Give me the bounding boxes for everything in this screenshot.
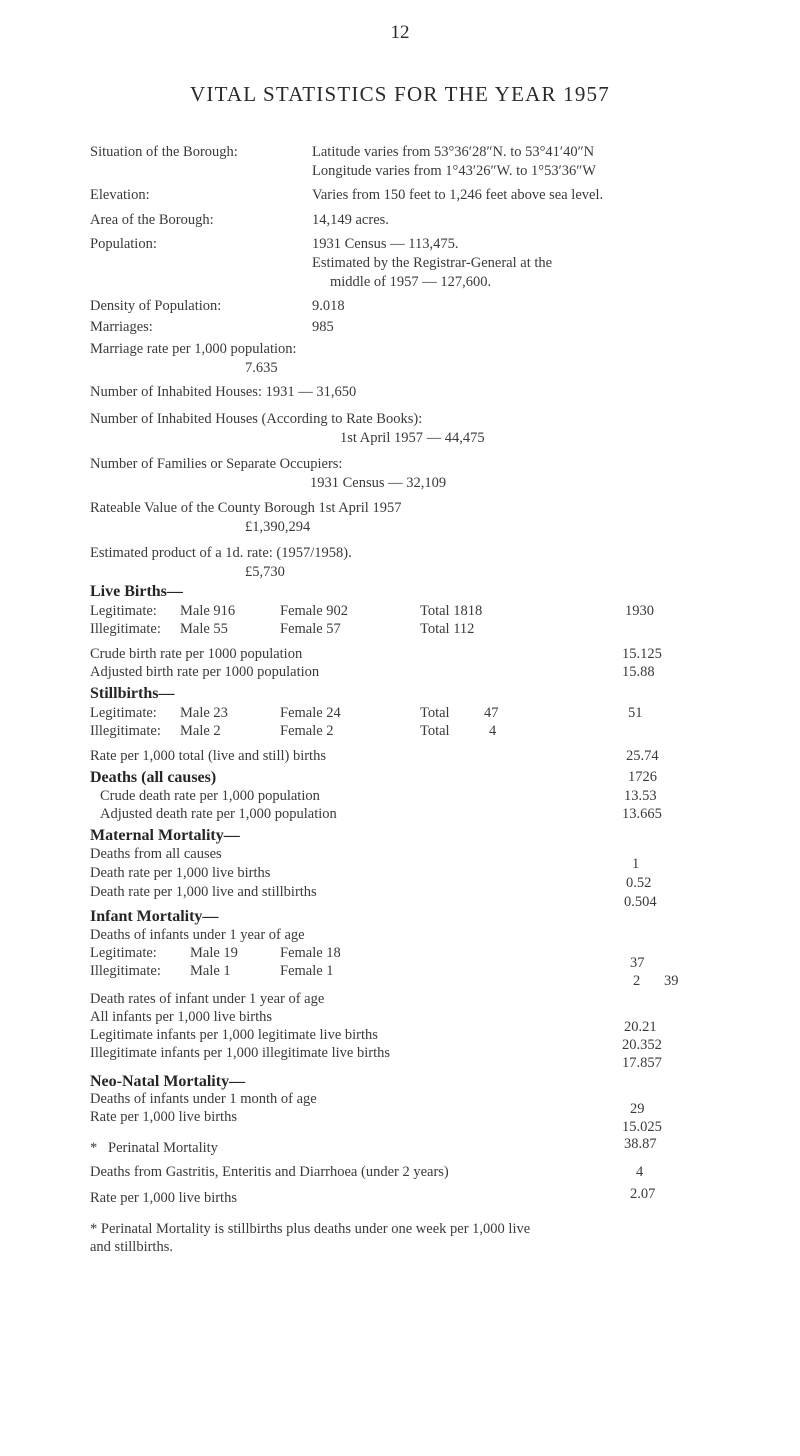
live-births-legitimate-label: Legitimate:: [90, 603, 157, 619]
maternal-mortality-heading: Maternal Mortality—: [90, 827, 240, 844]
inhabited-houses-1931: Number of Inhabited Houses: 1931 — 31,650: [90, 384, 357, 400]
page-title: VITAL STATISTICS FOR THE YEAR 1957: [190, 82, 610, 106]
rateable-value-line1: Rateable Value of the County Borough 1st April 1957: [90, 500, 402, 516]
stillbirths-legitimate-label: Legitimate:: [90, 705, 157, 721]
stillbirths-value: 51: [628, 705, 643, 721]
penny-rate-line2: £5,730: [245, 564, 285, 580]
gastritis-rate-label: Rate per 1,000 live births: [90, 1190, 237, 1206]
marriage-rate-value: 7.635: [245, 360, 278, 376]
perinatal-mortality-label: Perinatal Mortality: [108, 1140, 218, 1156]
neonatal-mortality-heading: Neo-Natal Mortality—: [90, 1073, 246, 1090]
live-births-legitimate-male: Male 916: [180, 603, 236, 619]
infant-illegitimate-rate-value: 17.857: [622, 1055, 662, 1071]
live-births-legitimate-female: Female 902: [280, 603, 349, 619]
neonatal-rate-label: Rate per 1,000 live births: [90, 1109, 237, 1125]
stillbirths-legitimate-total: 47: [484, 705, 499, 721]
inhabited-houses-rate-books-line2: 1st April 1957 — 44,475: [340, 430, 485, 446]
crude-birth-rate-value: 15.125: [622, 646, 662, 662]
density-value: 9.018: [312, 298, 345, 314]
infant-illegitimate-label: Illegitimate:: [90, 963, 161, 979]
live-births-illegitimate-male: Male 55: [180, 621, 228, 637]
population-estimate-line2: middle of 1957 — 127,600.: [330, 274, 492, 290]
page-number: 12: [390, 22, 410, 43]
infant-deaths-total: 39: [664, 973, 679, 989]
adjusted-death-rate-label: Adjusted death rate per 1,000 population: [100, 806, 337, 822]
elevation-label: Elevation:: [90, 187, 150, 203]
maternal-rate-still-value: 0.504: [624, 894, 657, 910]
maternal-rate-still-label: Death rate per 1,000 live and stillbirths: [90, 884, 317, 900]
live-births-heading: Live Births—: [90, 583, 183, 600]
adjusted-birth-rate-label: Adjusted birth rate per 1000 population: [90, 664, 320, 680]
live-births-legitimate-total: Total 1818: [420, 603, 483, 619]
rateable-value-line2: £1,390,294: [245, 519, 311, 535]
infant-legitimate-rate-label: Legitimate infants per 1,000 legitimate live births: [90, 1027, 378, 1043]
perinatal-asterisk: *: [90, 1140, 98, 1156]
live-births-value: 1930: [625, 603, 654, 619]
adjusted-death-rate-value: 13.665: [622, 806, 662, 822]
inhabited-houses-rate-books-line1: Number of Inhabited Houses (According to Rate Books):: [90, 411, 423, 427]
maternal-rate-live-label: Death rate per 1,000 live births: [90, 865, 271, 881]
families-line1: Number of Families or Separate Occupiers:: [90, 456, 343, 472]
density-label: Density of Population:: [90, 298, 222, 314]
infant-illegitimate-value: 2: [633, 973, 641, 989]
deaths-total-value: 1726: [628, 769, 657, 785]
live-births-illegitimate-label: Illegitimate:: [90, 621, 161, 637]
live-births-illegitimate-total: Total 112: [420, 621, 475, 637]
infant-legitimate-value: 37: [630, 955, 645, 971]
longitude-text: Longitude varies from 1°43′26″W. to 1°53′36″W: [312, 163, 596, 179]
infant-rates-label: Death rates of infant under 1 year of age: [90, 991, 325, 1007]
population-label: Population:: [90, 236, 157, 252]
stillbirths-heading: Stillbirths—: [90, 685, 175, 702]
stillbirths-illegitimate-male: Male 2: [180, 723, 221, 739]
marriage-rate-label: Marriage rate per 1,000 population:: [90, 341, 297, 357]
infant-legitimate-rate-value: 20.352: [622, 1037, 662, 1053]
maternal-deaths-value: 1: [632, 856, 640, 872]
neonatal-rate-value: 15.025: [622, 1119, 662, 1135]
stillbirths-legitimate-total-label: Total: [420, 705, 450, 721]
adjusted-birth-rate-value: 15.88: [622, 664, 655, 680]
maternal-deaths-label: Deaths from all causes: [90, 846, 222, 862]
population-census: 1931 Census — 113,475.: [312, 236, 459, 252]
perinatal-mortality-value: 38.87: [624, 1136, 657, 1152]
elevation-value: Varies from 150 feet to 1,246 feet above sea level.: [312, 187, 604, 203]
crude-birth-rate-label: Crude birth rate per 1000 population: [90, 646, 303, 662]
stillbirths-legitimate-female: Female 24: [280, 705, 341, 721]
gastritis-deaths-value: 4: [636, 1164, 644, 1180]
live-births-illegitimate-female: Female 57: [280, 621, 341, 637]
infant-all-rate-label: All infants per 1,000 live births: [90, 1009, 273, 1025]
infant-legitimate-male: Male 19: [190, 945, 238, 961]
stillbirths-illegitimate-total-label: Total: [420, 723, 450, 739]
infant-mortality-heading: Infant Mortality—: [90, 908, 219, 925]
footnote-line1: * Perinatal Mortality is stillbirths plus deaths under one week per 1,000 live: [90, 1221, 531, 1237]
gastritis-deaths-label: Deaths from Gastritis, Enteritis and Diarrhoea (under 2 years): [90, 1164, 449, 1180]
crude-death-rate-label: Crude death rate per 1,000 population: [100, 788, 320, 804]
infant-all-rate-value: 20.21: [624, 1019, 657, 1035]
crude-death-rate-value: 13.53: [624, 788, 657, 804]
neonatal-deaths-label: Deaths of infants under 1 month of age: [90, 1091, 317, 1107]
penny-rate-line1: Estimated product of a 1d. rate: (1957/1958).: [90, 545, 352, 561]
stillbirths-illegitimate-total: 4: [489, 723, 497, 739]
infant-deaths-label: Deaths of infants under 1 year of age: [90, 927, 305, 943]
infant-legitimate-female: Female 18: [280, 945, 341, 961]
stillbirths-illegitimate-label: Illegitimate:: [90, 723, 161, 739]
neonatal-deaths-value: 29: [630, 1101, 645, 1117]
gastritis-rate-value: 2.07: [630, 1186, 656, 1202]
population-estimate-line1: Estimated by the Registrar-General at the: [312, 255, 553, 271]
deaths-heading: Deaths (all causes): [90, 769, 217, 786]
stillbirth-rate-label: Rate per 1,000 total (live and still) births: [90, 748, 326, 764]
infant-illegitimate-male: Male 1: [190, 963, 231, 979]
infant-illegitimate-female: Female 1: [280, 963, 334, 979]
area-value: 14,149 acres.: [312, 212, 389, 228]
stillbirths-legitimate-male: Male 23: [180, 705, 228, 721]
footnote-line2: and stillbirths.: [90, 1239, 173, 1255]
infant-illegitimate-rate-label: Illegitimate infants per 1,000 illegitimate live births: [90, 1045, 390, 1061]
stillbirth-rate-value: 25.74: [626, 748, 659, 764]
marriages-value: 985: [312, 319, 334, 335]
stillbirths-illegitimate-female: Female 2: [280, 723, 334, 739]
infant-legitimate-label: Legitimate:: [90, 945, 157, 961]
maternal-rate-live-value: 0.52: [626, 875, 652, 891]
marriages-label: Marriages:: [90, 319, 153, 335]
area-label: Area of the Borough:: [90, 212, 214, 228]
situation-label: Situation of the Borough:: [90, 144, 238, 160]
families-line2: 1931 Census — 32,109: [310, 475, 447, 491]
latitude-text: Latitude varies from 53°36′28″N. to 53°41′40″N: [312, 144, 595, 160]
